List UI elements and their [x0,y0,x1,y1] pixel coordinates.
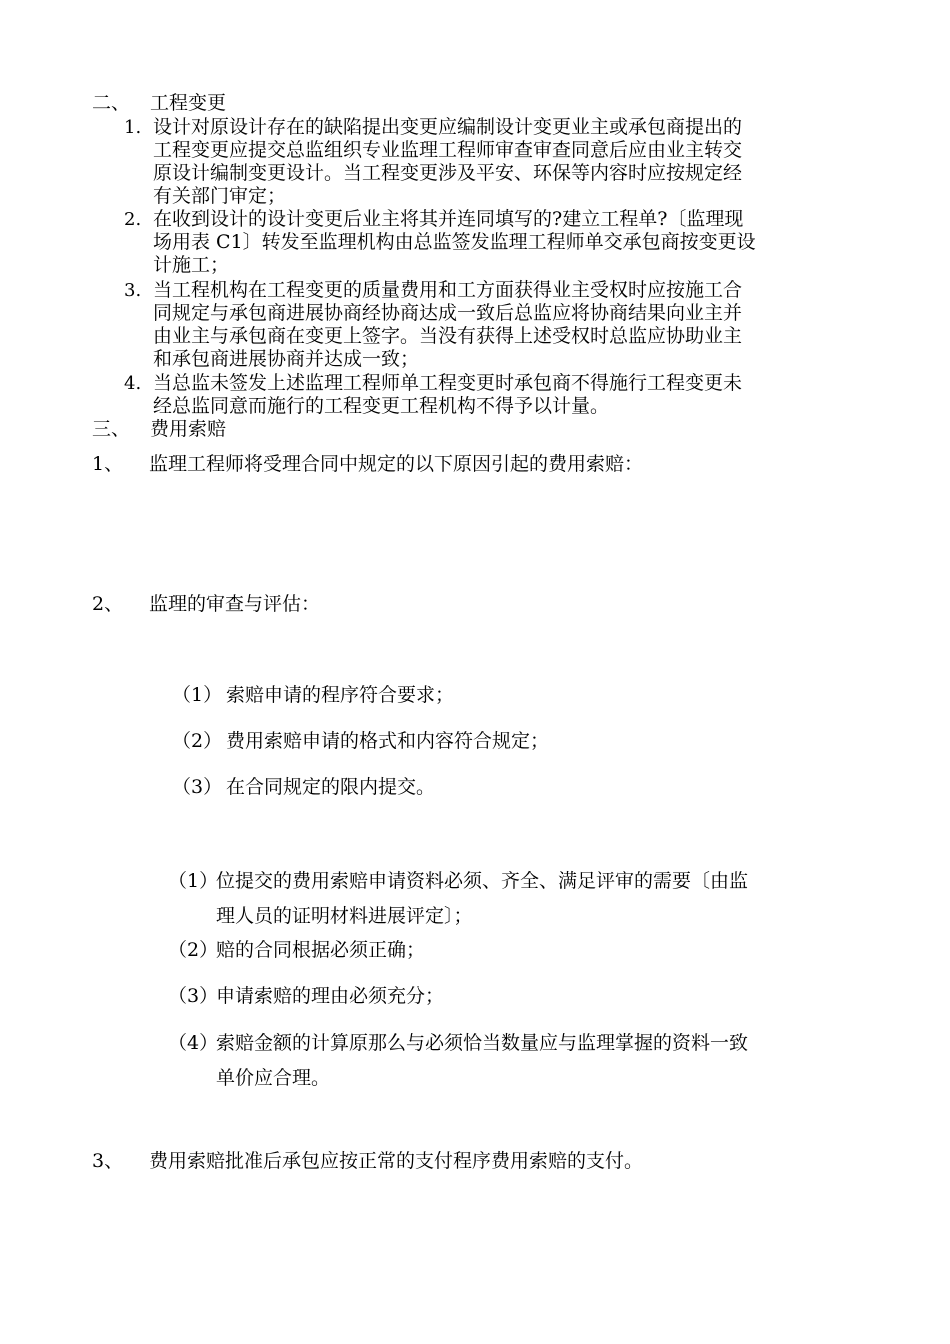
list-item-continuation: 单价应合理。 [216,1067,331,1089]
text-line: 计施工； [153,254,230,276]
paragraph-number: 2、 [92,593,124,615]
text-line: 工程变更应提交总监组织专业监理工程师审查审查同意后应由业主转交 [153,139,743,161]
list-item-number: （2） [168,939,219,961]
list-item: 索赔申请的程序符合要求； [226,684,455,706]
list-item: 赔的合同根据必须正确； [216,939,426,961]
section-number: 二、 [92,92,131,114]
text-line: 设计对原设计存在的缺陷提出变更应编制设计变更业主或承包商提出的 [153,116,743,138]
list-item-number: （1） [168,870,219,892]
text-line: 在收到设计的设计变更后业主将其并连同填写的?建立工程单?〔监理现 [153,208,744,230]
list-item-number: 2. [124,209,142,230]
list-item: 索赔金额的计算原那么与必须恰当数量应与监理掌握的资料一致 [216,1032,749,1054]
text-line: 经总监同意而施行的工程变更工程机构不得予以计量。 [153,395,610,417]
text-line: 当总监未签发上述监理工程师单工程变更时承包商不得施行工程变更未 [153,372,743,394]
section-number: 三、 [92,418,131,440]
paragraph-number: 3、 [92,1150,124,1172]
text-line: 当工程机构在工程变更的质量费用和工方面获得业主受权时应按施工合 [153,279,743,301]
list-item-number: 1. [124,117,142,138]
list-item-number: （3） [172,776,223,798]
list-item: 申请索赔的理由必须充分； [216,985,445,1007]
list-item: 位提交的费用索赔申请资料必须、齐全、满足评审的需要〔由监 [216,870,749,892]
list-item [153,116,742,208]
list-item-number: 3. [124,280,142,301]
paragraph: 监理的审查与评估： [149,593,321,615]
paragraph-number: 1、 [92,453,124,475]
list-item-number: （4） [168,1032,219,1054]
text-line: 同规定与承包商进展协商经协商达成一致后总监应将协商结果向业主并 [153,302,743,324]
text-line: 有关部门审定； [153,185,287,207]
section-title: 费用索赔 [150,418,227,440]
text-line: 原设计编制变更设计。当工程变更涉及平安、环保等内容时应按规定经 [153,162,743,184]
paragraph: 监理工程师将受理合同中规定的以下原因引起的费用索赔： [149,453,644,475]
list-item [153,372,742,418]
text-line: 和承包商进展协商并达成一致； [153,348,420,370]
list-item-number: （3） [168,985,219,1007]
paragraph: 费用索赔批准后承包应按正常的支付程序费用索赔的支付。 [149,1150,644,1172]
section-title: 工程变更 [150,92,227,114]
text-line: 场用表 C1〕转发至监理机构由总监签发监理工程师单交承包商按变更设 [153,231,756,253]
list-item-number: （2） [172,730,223,752]
list-item-continuation: 理人员的证明材料进展评定〕； [216,905,473,927]
list-item-number: 4. [124,373,142,394]
list-item-number: （1） [172,684,223,706]
list-item: 费用索赔申请的格式和内容符合规定； [226,730,550,752]
list-item [153,279,742,371]
list-item: 在合同规定的限内提交。 [226,776,436,798]
text-line: 由业主与承包商在变更上签字。当没有获得上述受权时总监应协助业主 [153,325,743,347]
list-item [153,208,756,277]
